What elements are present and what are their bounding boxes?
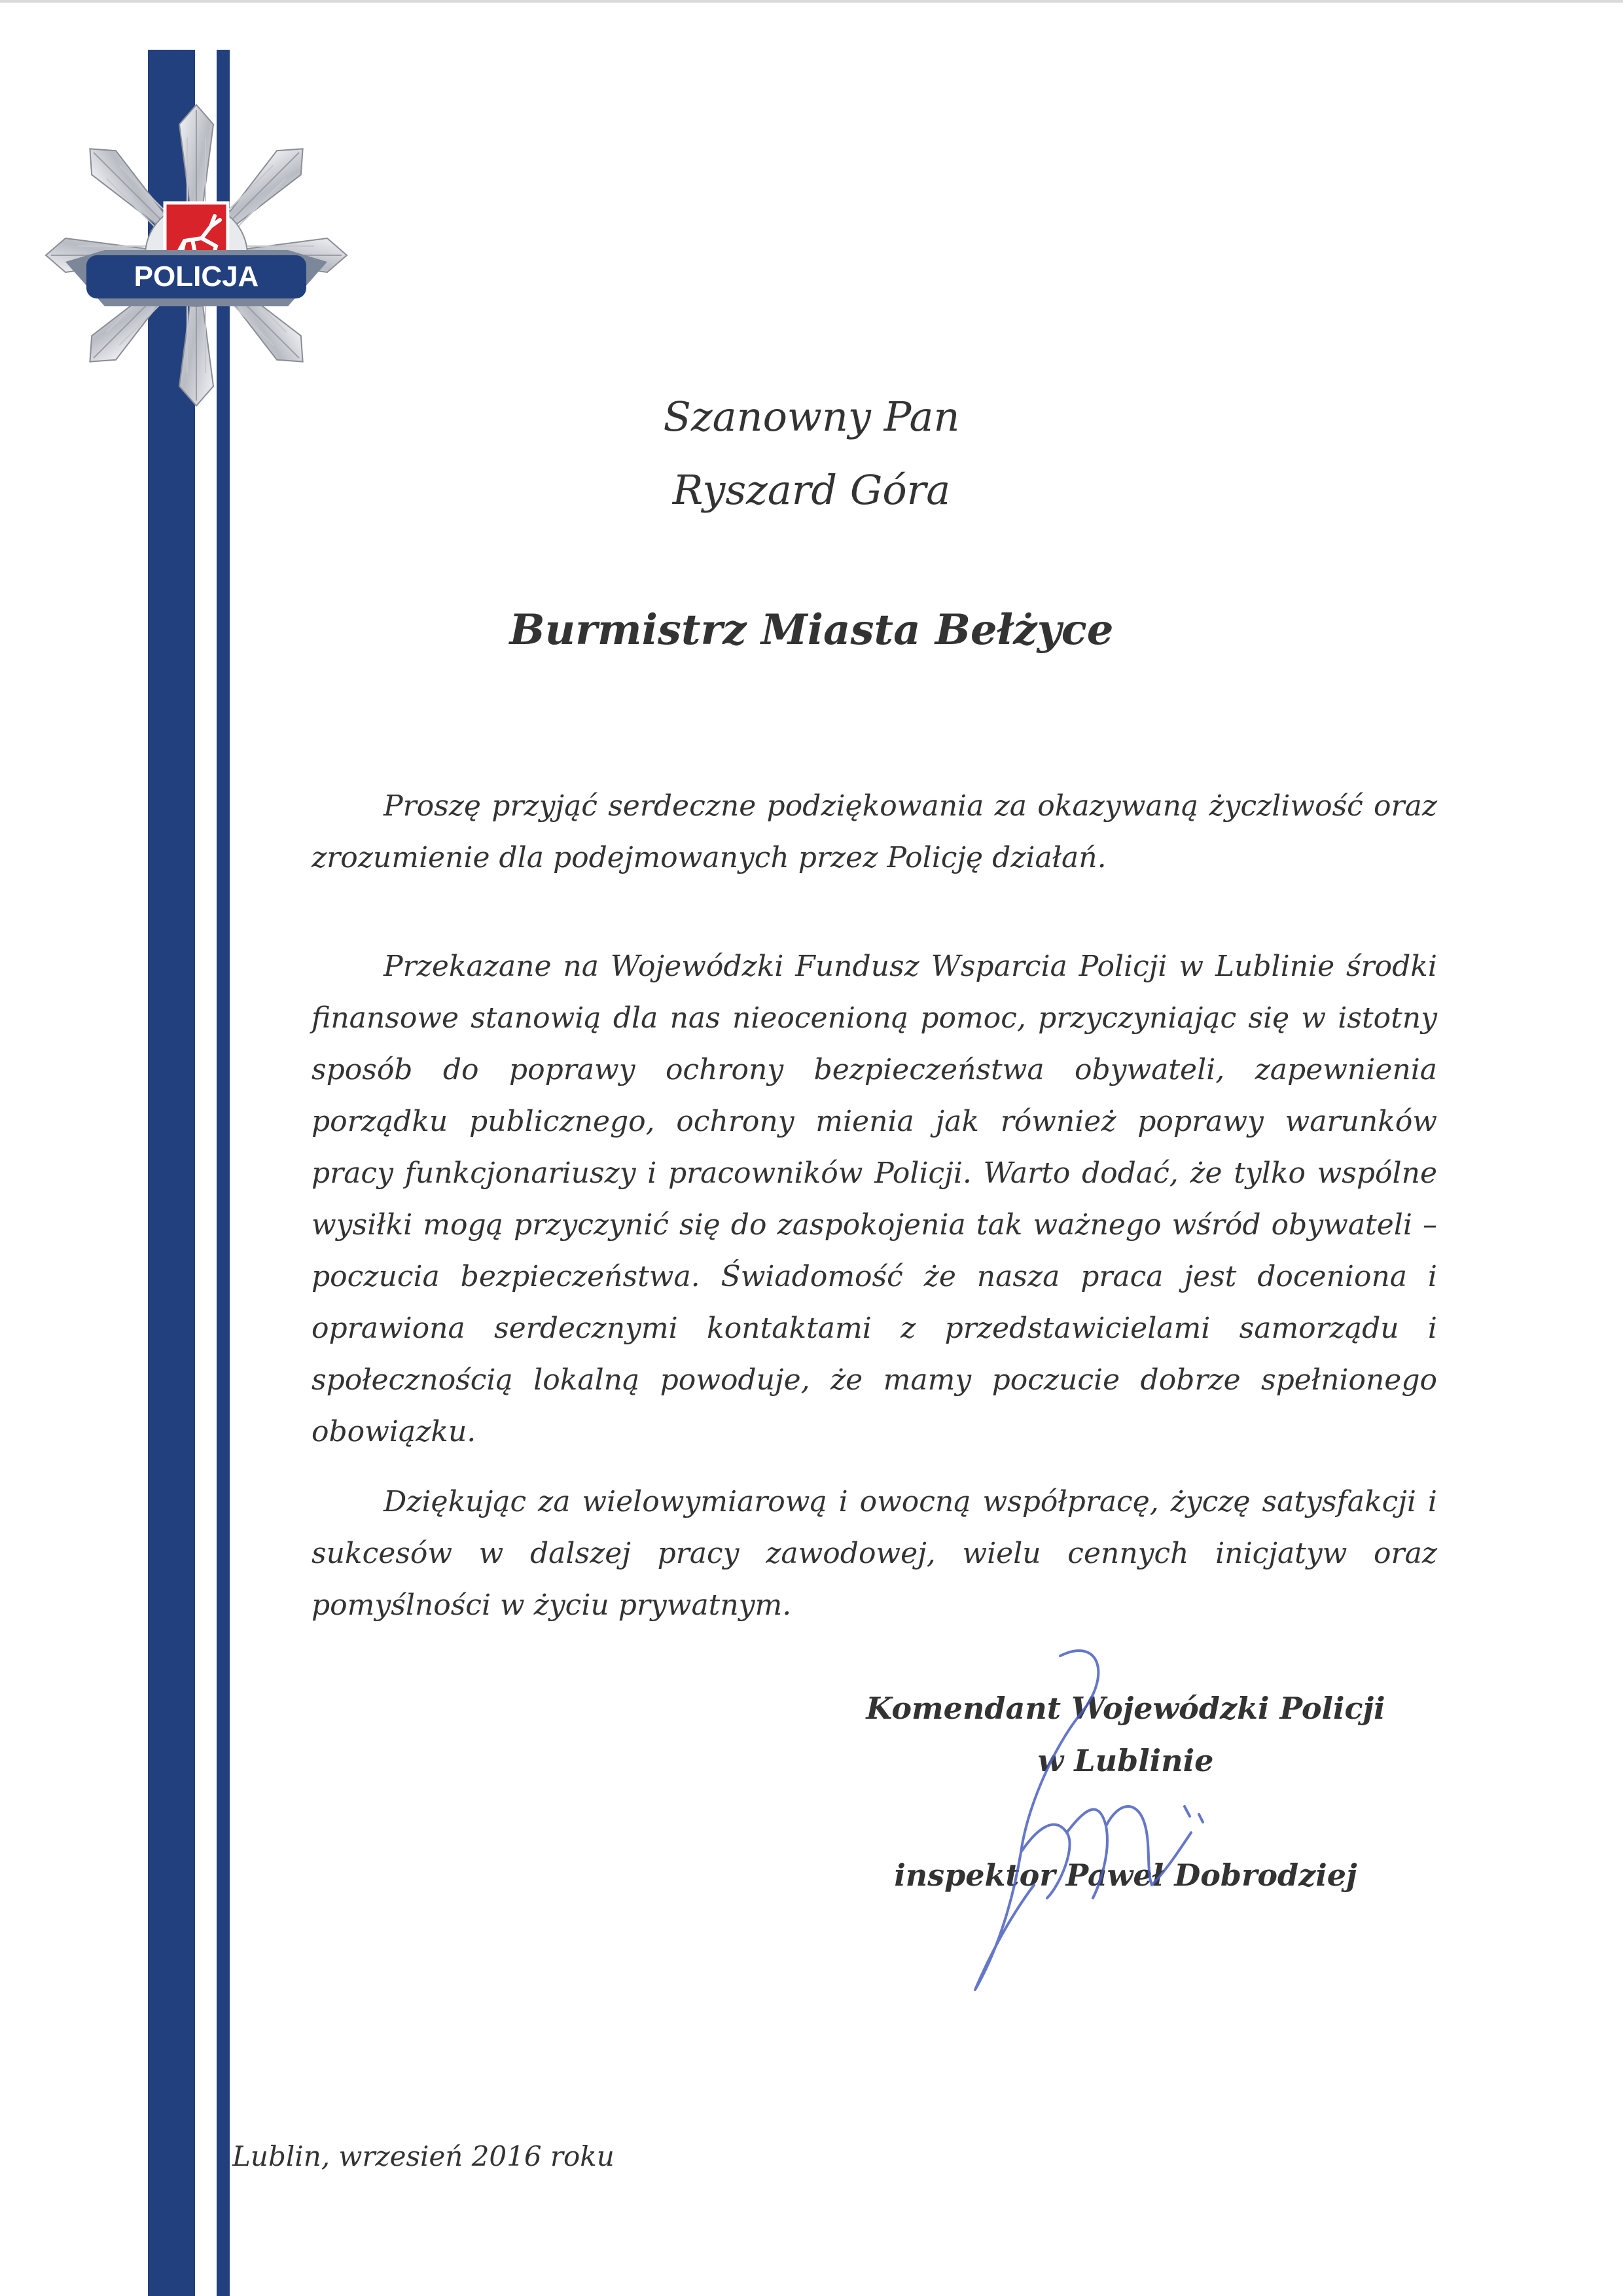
paragraph-text: Dziękując za wielowymiarową i owocną współpracę, życzę satysfakcji i sukcesów w dalszej pracy zawodowej, wielu cennych inicjatyw oraz pomyślności w życiu prywatnym. <box>312 1485 1437 1622</box>
letter-paragraph-3 <box>312 1476 1437 1631</box>
place-and-date: Lublin, wrzesień 2016 roku <box>232 2140 615 2172</box>
scan-edge <box>0 0 1623 3</box>
signatory-name: inspektor Paweł Dobrodziej <box>894 1857 1357 1893</box>
addressee-line-1: Szanowny Pan <box>663 393 960 440</box>
letter-paragraph-1 <box>312 780 1437 884</box>
addressee-name: Ryszard Góra <box>672 466 951 514</box>
signatory-position-line-2: w Lublinie <box>1037 1743 1214 1778</box>
paragraph-text: Proszę przyjąć serdeczne podziękowania za okazywaną życzliwość oraz zrozumienie dla podejmowanych przez Policję działań. <box>312 789 1437 874</box>
addressee-office: Burmistrz Miasta Bełżyce <box>509 605 1114 655</box>
letter-paragraph-2 <box>312 941 1437 1458</box>
signatory-position-line-1: Komendant Wojewódzki Policji <box>866 1691 1385 1726</box>
paragraph-text: Przekazane na Wojewódzki Fundusz Wsparcia Policji w Lublinie środki finansowe stanowią dla nas nieocenioną pomoc, przyczyniając się w istotny sposób do poprawy ochrony bezpieczeństwa obywateli, zapewnienia porządku publicznego, ochrony mienia jak również poprawy warunków pracy funkcjonariuszy i pracowników Policji. Warto dodać, że tylko wspólne wysiłki mogą przyczynić się do zaspokojenia tak ważnego wśród obywateli – poczucia bezpieczeństwa. Świadomość że nasza praca jest doceniona i oprawiona serdecznymi kontaktami z przedstawicielami samorządu i społecznością lokalną powoduje, że mamy poczucie dobrze spełnionego obowiązku. <box>312 950 1437 1448</box>
handwritten-signature <box>903 1636 1243 2003</box>
emblem-label: POLICJA <box>134 260 259 293</box>
police-star-emblem <box>39 98 353 412</box>
